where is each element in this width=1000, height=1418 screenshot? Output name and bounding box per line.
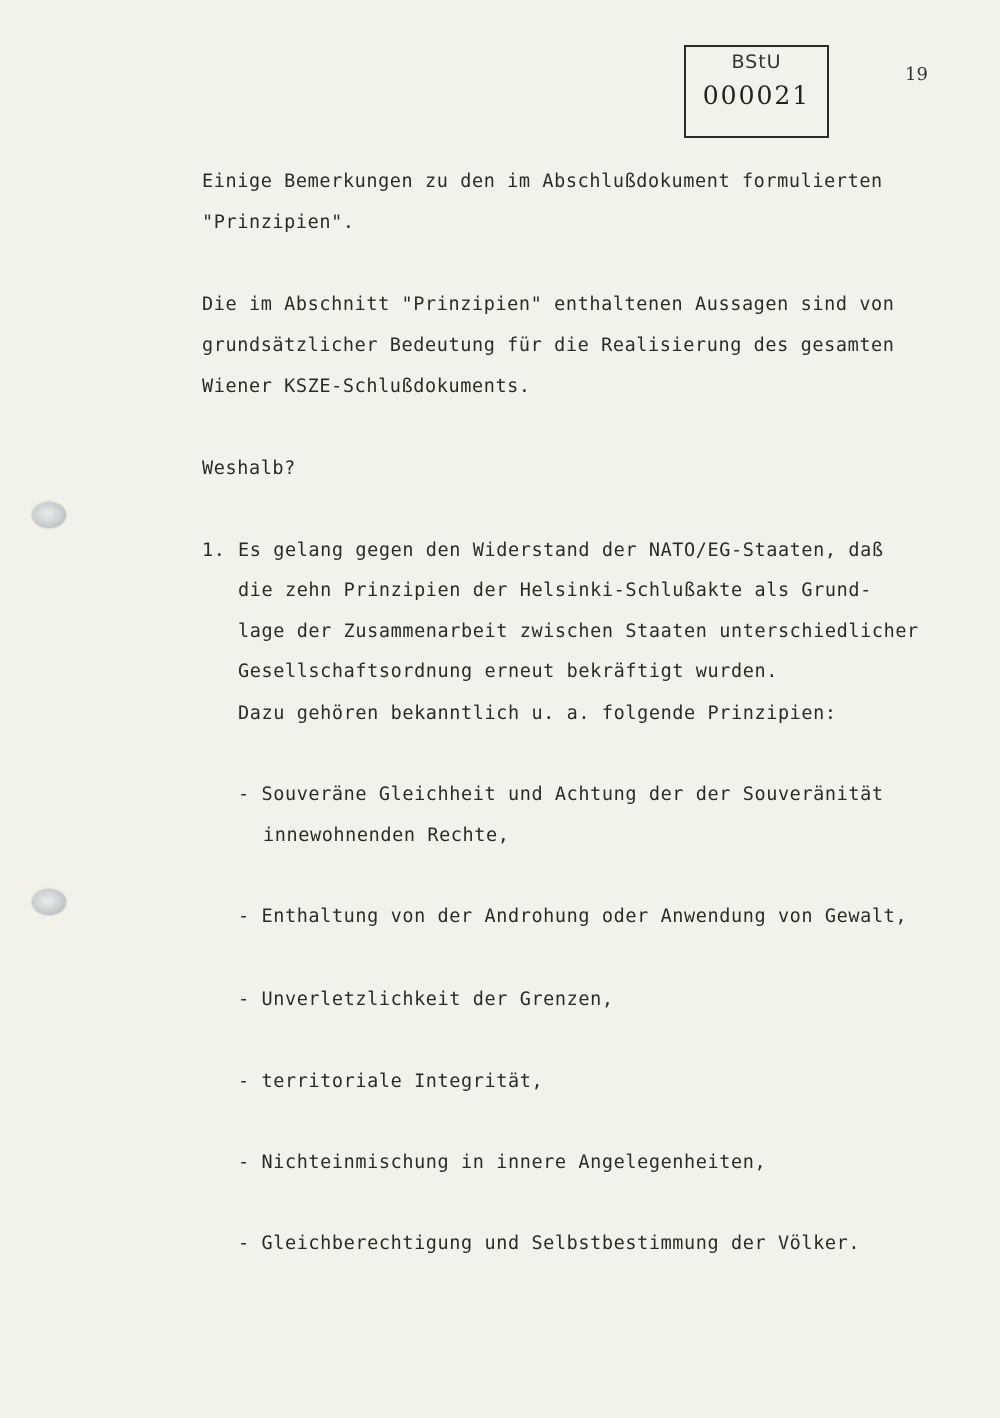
point-1-line-2: die zehn Prinzipien der Helsinki-Schlußakte als Grund- xyxy=(238,580,872,601)
archive-stamp xyxy=(684,45,829,138)
page-number: 19 xyxy=(905,64,928,85)
stamp-label: BStU xyxy=(731,51,782,73)
point-1-line-3: lage der Zusammenarbeit zwischen Staaten unterschiedlicher xyxy=(238,621,919,642)
stamp-number: 000021 xyxy=(702,81,811,110)
heading-line-2: "Prinzipien". xyxy=(202,212,355,233)
principle-5: - Nichteinmischung in innere Angelegenheiten, xyxy=(238,1152,767,1173)
heading-line-1: Einige Bemerkungen zu den im Abschlußdokument formulierten xyxy=(202,171,883,192)
intro-line-3: Wiener KSZE-Schlußdokuments. xyxy=(202,376,531,397)
intro-line-2: grundsätzlicher Bedeutung für die Realisierung des gesamten xyxy=(202,335,895,356)
question: Weshalb? xyxy=(202,458,296,479)
principle-1-line-1: - Souveräne Gleichheit und Achtung der der Souveränität xyxy=(238,784,884,805)
principle-4: - territoriale Integrität, xyxy=(238,1071,544,1092)
intro-line-1: Die im Abschnitt "Prinzipien" enthaltenen Aussagen sind von xyxy=(202,294,895,315)
point-1-line-1: Es gelang gegen den Widerstand der NATO/EG-Staaten, daß xyxy=(238,540,884,561)
principle-1-line-2: innewohnenden Rechte, xyxy=(263,825,510,846)
point-1-number: 1. xyxy=(202,540,226,561)
principle-6: - Gleichberechtigung und Selbstbestimmung der Völker. xyxy=(238,1233,861,1254)
principle-3: - Unverletzlichkeit der Grenzen, xyxy=(238,989,614,1010)
punch-hole-top xyxy=(32,502,66,528)
point-1-line-5: Dazu gehören bekanntlich u. a. folgende Prinzipien: xyxy=(238,703,837,724)
point-1-line-4: Gesellschaftsordnung erneut bekräftigt wurden. xyxy=(238,661,778,682)
punch-hole-bottom xyxy=(32,889,66,915)
principle-2: - Enthaltung von der Androhung oder Anwendung von Gewalt, xyxy=(238,906,908,927)
